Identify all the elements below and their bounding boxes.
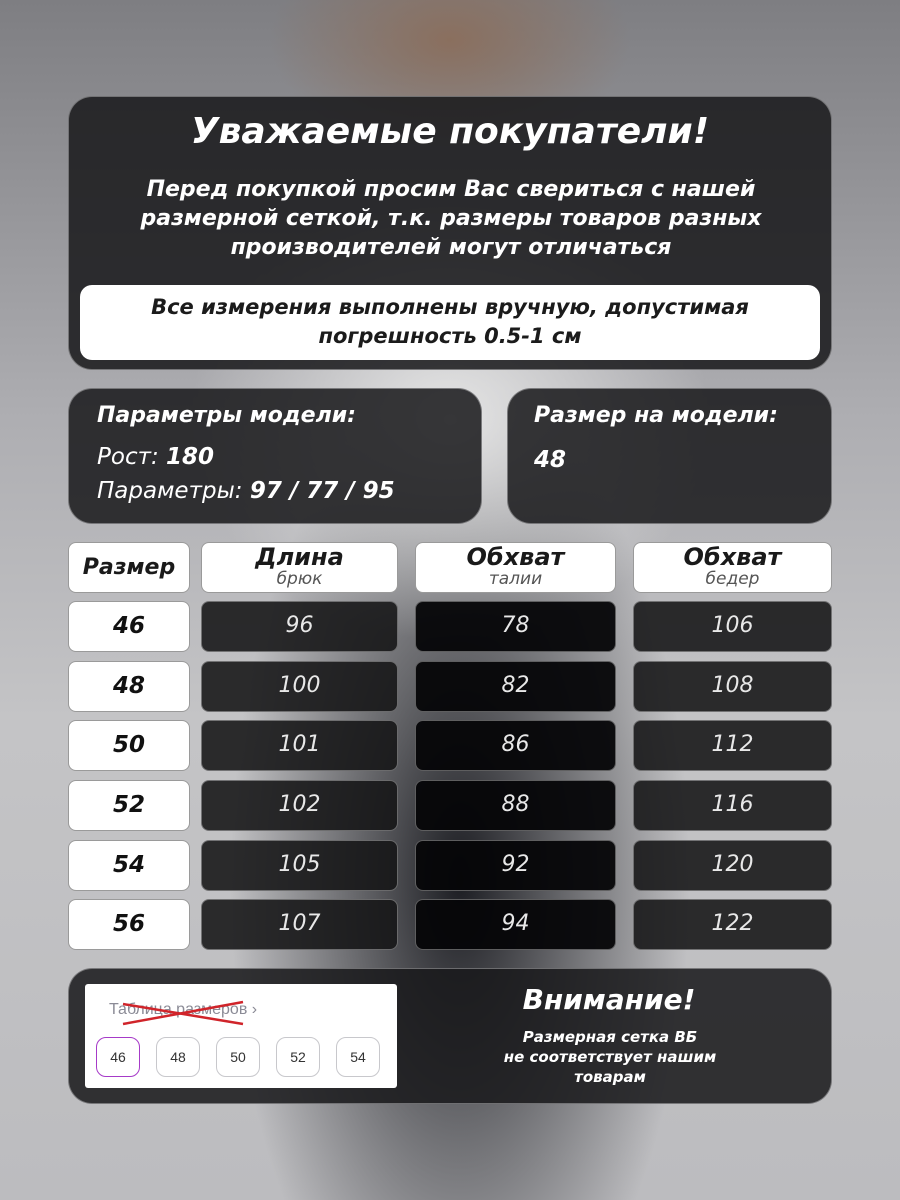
table-cell-hips: 122 xyxy=(633,899,832,950)
wb-size-chip: 46 xyxy=(96,1037,140,1077)
table-cell-length: 96 xyxy=(201,601,398,652)
model-size-value: 48 xyxy=(534,447,567,473)
wb-size-chip: 54 xyxy=(336,1037,380,1077)
header-hips: Обхват бедер xyxy=(633,542,832,593)
attention-line: Размерная сетка ВБ xyxy=(522,1028,698,1046)
table-cell-waist: 88 xyxy=(415,780,616,831)
height-label: Рост: xyxy=(97,444,159,470)
table-row-size: 48 xyxy=(68,661,190,712)
intro-line: Перед покупкой просим Вас свериться с нашей xyxy=(146,177,756,202)
table-cell-length: 101 xyxy=(201,720,398,771)
attention-panel xyxy=(68,968,832,1104)
table-cell-hips: 120 xyxy=(633,840,832,891)
notice-line: погрешность 0.5-1 см xyxy=(318,324,582,348)
table-cell-length: 105 xyxy=(201,840,398,891)
table-row-size: 54 xyxy=(68,840,190,891)
notice-line: Все измерения выполнены вручную, допустимая xyxy=(151,295,749,319)
model-measurements xyxy=(97,478,395,504)
wb-size-chip: 50 xyxy=(216,1037,260,1077)
table-row-size: 46 xyxy=(68,601,190,652)
measurements-label: Параметры: xyxy=(97,478,243,504)
attention-text xyxy=(465,1027,755,1087)
table-cell-hips: 112 xyxy=(633,720,832,771)
intro-text xyxy=(109,175,793,262)
model-params-panel xyxy=(68,388,482,524)
red-cross-icon xyxy=(121,996,245,1028)
measurements-value: 97 / 77 / 95 xyxy=(249,478,395,504)
table-row-size: 50 xyxy=(68,720,190,771)
chevron-right-icon: › xyxy=(251,1001,258,1018)
height-value: 180 xyxy=(166,444,215,470)
attention-line: товарам xyxy=(574,1068,646,1086)
wb-size-table-link: Таблица размеров › xyxy=(109,1001,258,1018)
model-params-title: Параметры модели: xyxy=(97,403,356,428)
table-cell-waist: 86 xyxy=(415,720,616,771)
header-size: Размер xyxy=(68,542,190,593)
wb-size-selector-sample xyxy=(85,984,397,1088)
table-row-size: 52 xyxy=(68,780,190,831)
table-cell-hips: 106 xyxy=(633,601,832,652)
table-cell-length: 102 xyxy=(201,780,398,831)
model-size-title: Размер на модели: xyxy=(534,403,778,428)
table-cell-hips: 116 xyxy=(633,780,832,831)
intro-line: производителей могут отличаться xyxy=(230,235,672,260)
header-waist: Обхват талии xyxy=(415,542,616,593)
page-title: Уважаемые покупатели! xyxy=(190,111,710,152)
attention-title: Внимание! xyxy=(522,983,696,1016)
measurement-notice xyxy=(80,285,820,360)
wb-size-chip: 48 xyxy=(156,1037,200,1077)
attention-line: не соответствует нашим xyxy=(503,1048,717,1066)
table-cell-waist: 94 xyxy=(415,899,616,950)
intro-line: размерной сеткой, т.к. размеры товаров разных xyxy=(140,206,762,231)
table-cell-hips: 108 xyxy=(633,661,832,712)
intro-panel xyxy=(68,96,832,370)
table-cell-length: 100 xyxy=(201,661,398,712)
header-trouser-length: Длина брюк xyxy=(201,542,398,593)
model-height xyxy=(97,444,214,470)
table-cell-waist: 82 xyxy=(415,661,616,712)
wb-size-chip: 52 xyxy=(276,1037,320,1077)
table-row-size: 56 xyxy=(68,899,190,950)
table-cell-waist: 78 xyxy=(415,601,616,652)
table-cell-length: 107 xyxy=(201,899,398,950)
model-size-panel xyxy=(507,388,832,524)
table-cell-waist: 92 xyxy=(415,840,616,891)
